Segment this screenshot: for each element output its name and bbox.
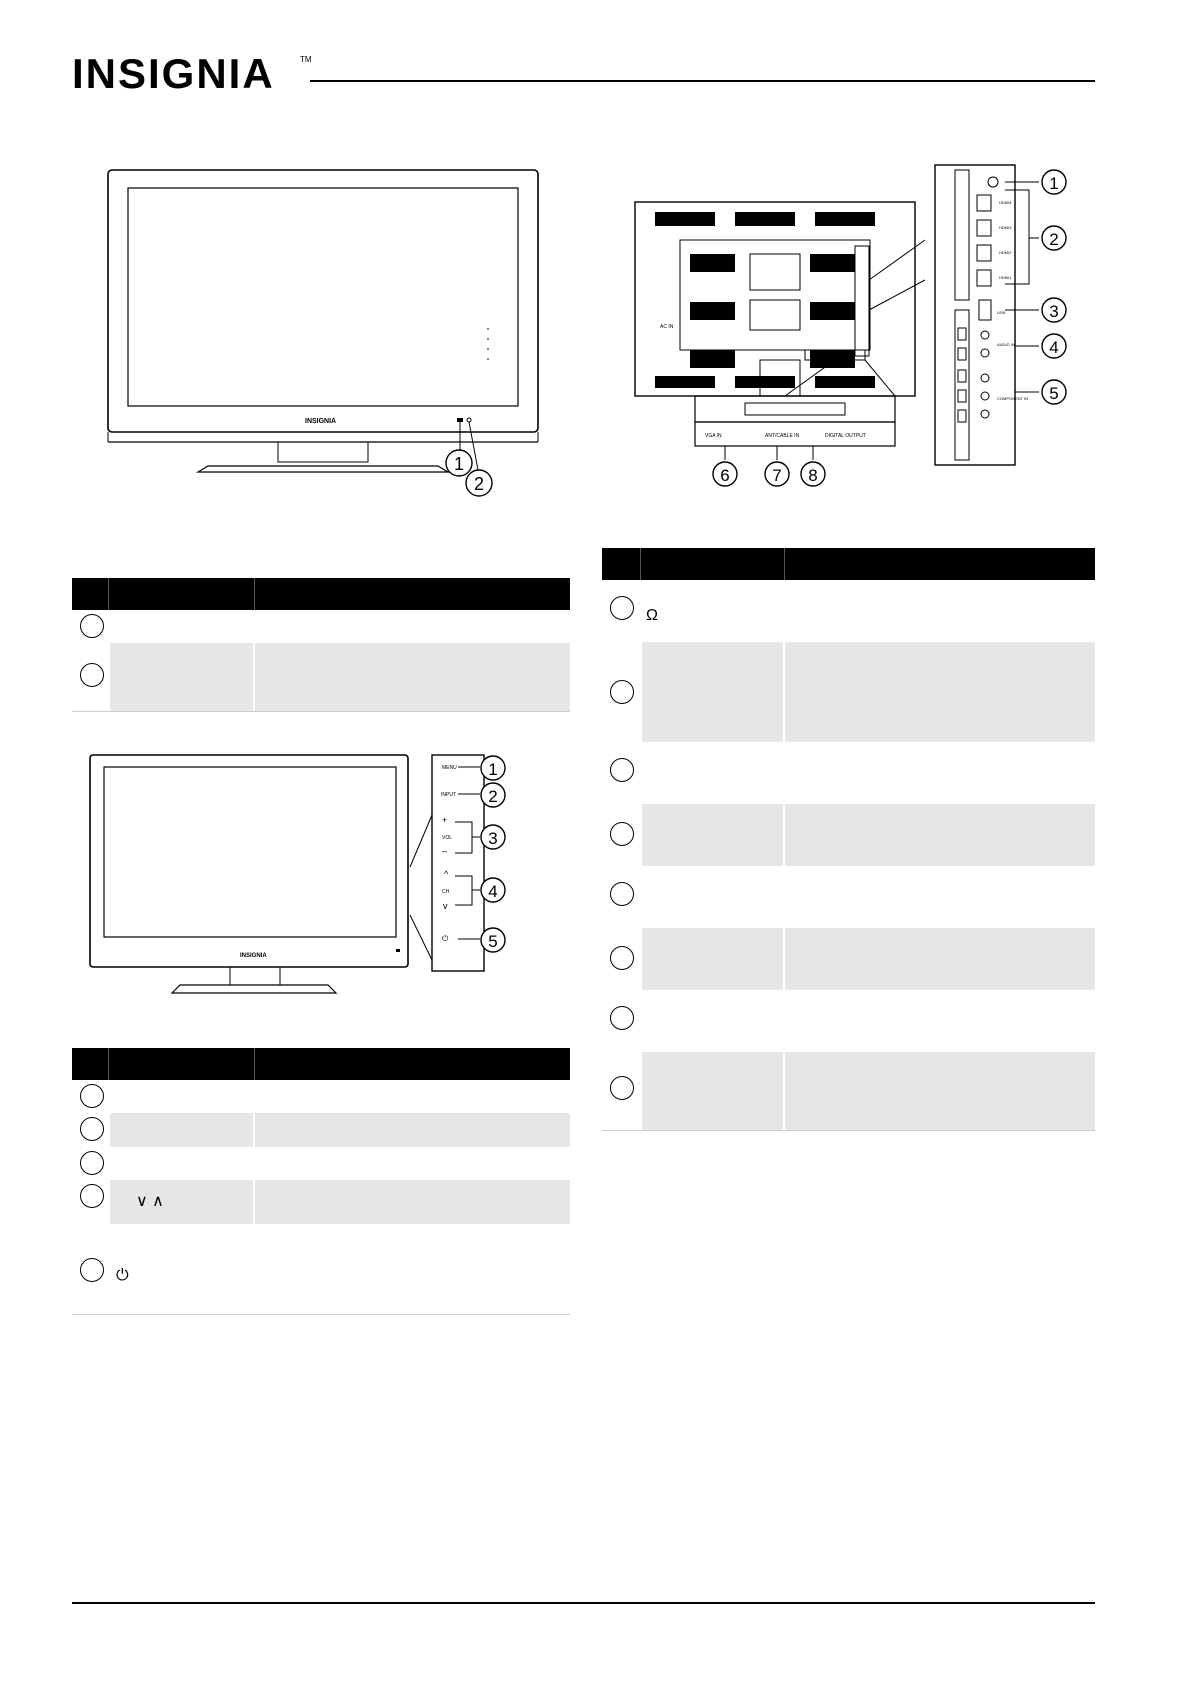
row-number-badge (80, 1084, 104, 1108)
back-table-header (602, 548, 1095, 580)
row-number-badge (610, 822, 634, 846)
row-number-badge (80, 1258, 104, 1282)
figure-back-view (625, 160, 1105, 505)
back-callout-1: 1 (1049, 174, 1059, 193)
back-component-in: COMPONENT IN (997, 396, 1029, 401)
back-callout-2: 2 (1049, 230, 1059, 249)
row-number-badge (610, 882, 634, 906)
side-btn-vol: VOL (442, 835, 453, 841)
back-callout-6: 6 (720, 466, 730, 485)
row-number-badge (610, 758, 634, 782)
side-btn-minus: – (442, 846, 448, 856)
table-row (72, 1224, 570, 1314)
side-callout-3: 3 (488, 829, 498, 848)
side-callout-1: 1 (488, 760, 498, 779)
table-row (602, 742, 1095, 804)
row-number-badge (80, 614, 104, 638)
table-row (602, 1052, 1095, 1130)
front-callout-1: 1 (453, 454, 465, 474)
figure-front-view (100, 160, 570, 535)
headphone-glyph-icon: Ω (646, 607, 658, 624)
table-row (602, 928, 1095, 990)
table-row (602, 990, 1095, 1052)
back-table (602, 548, 1095, 1130)
back-ant-cable-in: ANT/CABLE IN (765, 433, 800, 439)
back-hdmi4: HDMI4 (999, 200, 1012, 205)
insignia-logo (72, 48, 312, 98)
side-callout-5: 5 (488, 932, 498, 951)
table-row (602, 642, 1095, 742)
logo-trademark: TM (300, 55, 312, 64)
back-callout-3: 3 (1049, 302, 1059, 321)
front-tv-brand: INSIGNIA (305, 418, 337, 425)
power-glyph-icon: ⏻ (116, 1267, 129, 1284)
figure-side-panel (80, 745, 540, 1010)
row-number-badge (80, 663, 104, 687)
side-btn-input: INPUT (441, 792, 456, 798)
row-number-badge (610, 596, 634, 620)
back-callout-7: 7 (772, 466, 782, 485)
side-callout-4: 4 (488, 882, 498, 901)
table-row (602, 866, 1095, 928)
back-callout-5: 5 (1049, 384, 1059, 403)
table-row (72, 643, 570, 711)
table-row (602, 580, 1095, 642)
table-row (72, 1147, 570, 1180)
back-callout-4: 4 (1049, 338, 1059, 357)
row-number-badge (610, 946, 634, 970)
back-callout-8: 8 (808, 466, 818, 485)
row-number-badge (610, 1076, 634, 1100)
back-usb: USB (997, 310, 1006, 315)
chevron-glyph-icon: ∨ ∧ (136, 1193, 164, 1210)
side-btn-ch-up-icon: ^ (444, 869, 449, 879)
side-callout-2: 2 (488, 787, 498, 806)
table-row (602, 804, 1095, 866)
back-audio-in: AUDIO IN (997, 342, 1015, 347)
side-tv-brand: INSIGNIA (240, 953, 267, 959)
table-row (72, 1180, 570, 1224)
table-row (72, 1113, 570, 1147)
footer-rule (72, 1602, 1095, 1604)
row-number-badge (80, 1184, 104, 1208)
side-btn-ch: CH (442, 889, 450, 895)
side-table-header (72, 1048, 570, 1080)
front-table-header (72, 578, 570, 610)
back-hdmi1: HDMI1 (999, 275, 1012, 280)
row-number-badge (80, 1151, 104, 1175)
header-rule (310, 80, 1095, 82)
side-btn-menu: MENU (442, 765, 457, 771)
back-ac-in: AC IN (660, 324, 674, 330)
row-number-badge (80, 1117, 104, 1141)
table-row (72, 1080, 570, 1113)
side-btn-power-icon: ⏻ (442, 934, 449, 943)
table-row (72, 610, 570, 643)
back-vga-in: VGA IN (705, 433, 722, 439)
row-number-badge (610, 680, 634, 704)
side-btn-plus: + (442, 815, 448, 825)
side-table (72, 1048, 570, 1314)
front-table (72, 578, 570, 711)
back-digital-output: DIGITAL OUTPUT (825, 433, 866, 439)
back-hdmi3: HDMI3 (999, 225, 1012, 230)
logo-text: INSIGNIA (72, 50, 275, 97)
back-hdmi2: HDMI2 (999, 250, 1012, 255)
front-callout-2: 2 (473, 474, 485, 494)
row-number-badge (610, 1006, 634, 1030)
side-btn-ch-down-icon: v (443, 901, 448, 911)
